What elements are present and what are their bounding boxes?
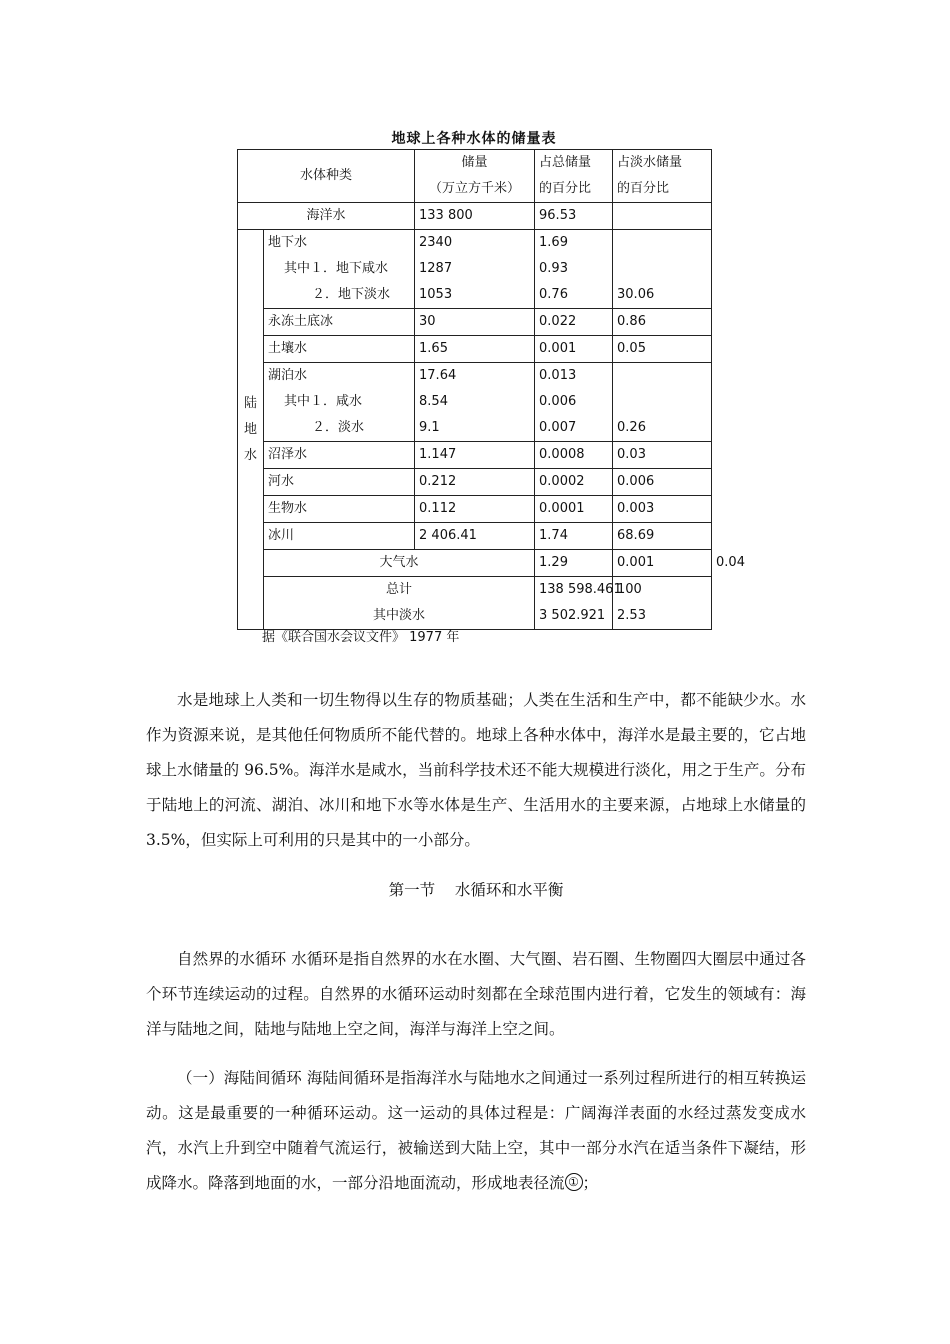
table-row: 大气水 1.29 0.001 0.04 <box>238 550 712 577</box>
table-row: 湖泊水 其中１．咸水 ２．淡水 17.64 8.54 9.1 0.013 0.006 0.007 0.26 <box>238 363 712 442</box>
table-row: 海洋水 133 800 96.53 <box>238 203 712 230</box>
table-row: 河水 0.212 0.0002 0.006 <box>238 469 712 496</box>
section-heading: 第一节 水循环和水平衡 <box>388 881 564 899</box>
table-row: 沼泽水 1.147 0.0008 0.03 <box>238 442 712 469</box>
header-storage: 储量 （万立方千米） <box>415 150 535 203</box>
table-row: 冰川 2 406.41 1.74 68.69 <box>238 523 712 550</box>
header-water-type: 水体种类 <box>238 150 415 203</box>
paragraph-intro: 水是地球上人类和一切生物得以生存的物质基础；人类在生活和生产中，都不能缺少水。水作为资源来说，是其他任何物质所不能代替的。地球上各种水体中，海洋水是最主要的，它占地球上水储量的 96.5%。海洋水是咸水，当前科学技术还不能大规模进行淡化，用之于生产。分布于陆地上的河流、湖泊、冰川和地下水等水体是生产、生活用水的主要来源，占地球上水储量的 3.5%，但实际上可利用的只是其中的一小部分。 <box>146 691 806 849</box>
header-pct-total: 占总储量 的百分比 <box>535 150 613 203</box>
paragraph-water-cycle: 自然界的水循环 水循环是指自然界的水在水圈、大气圈、岩石圈、生物圈四大圈层中通过各个环节连续运动的过程。自然界的水循环运动时刻都在全球范围内进行着，它发生的领域有：海洋与陆地之间，陆地与陆地上空之间，海洋与海洋上空之间。 <box>146 950 806 1038</box>
paragraph-sea-land-cycle: （一）海陆间循环 海陆间循环是指海洋水与陆地水之间通过一系列过程所进行的相互转换运动。这是最重要的一种循环运动。这一运动的具体过程是：广阔海洋表面的水经过蒸发变成水汽，水汽上升到空中随着气流运行，被输送到大陆上空，其中一部分水汽在适当条件下凝结，形成降水。降落到地面的水，一部分沿地面流动，形成地表径流 ① ； <box>146 1069 806 1192</box>
header-pct-fresh: 占淡水储量 的百分比 <box>613 150 712 203</box>
water-storage-table <box>237 149 745 630</box>
table-header-row <box>238 150 712 203</box>
footnote-marker[interactable]: ① <box>565 1173 583 1191</box>
table-row: 土壤水 1.65 0.001 0.05 <box>238 336 712 363</box>
table-row: 永冻土底冰 30 0.022 0.86 <box>238 309 712 336</box>
table-row: 总计 其中淡水 138 598.461 3 502.921 100 2.53 <box>238 577 712 630</box>
table-row: 生物水 0.112 0.0001 0.003 <box>238 496 712 523</box>
table-row: 陆 地 水 地下水 其中１．地下咸水 ２．地下淡水 2340 1287 1053 1.69 0.93 0.76 30.06 <box>238 230 712 309</box>
land-water-label: 陆 地 水 <box>238 230 264 630</box>
table-title: 地球上各种水体的储量表 <box>391 131 557 147</box>
table-source-note: 据《联合国水会议文件》 1977 年 <box>262 630 460 645</box>
